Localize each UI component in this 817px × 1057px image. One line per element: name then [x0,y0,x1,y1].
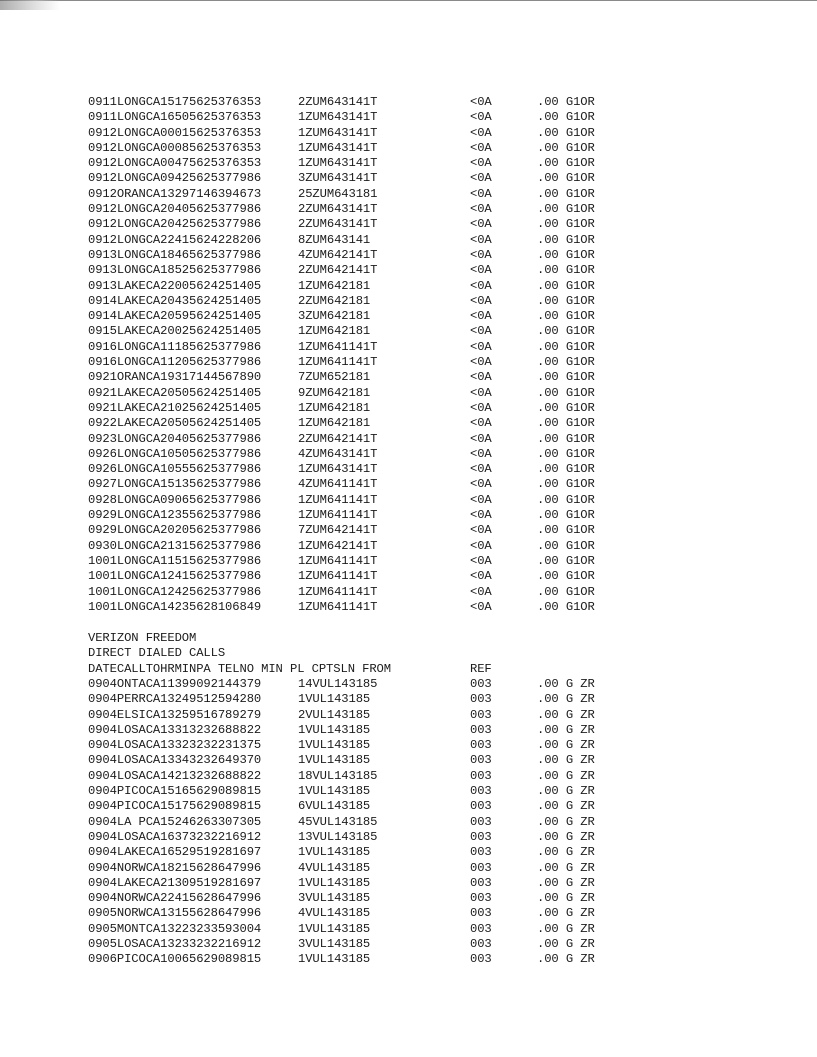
record-amount-cell: .00 G ZR [537,937,595,952]
record-code-cell: 1VUL143185 [298,753,371,768]
record-amount-cell: .00 G1OR [537,553,595,568]
record-code-cell: 2ZUM643141T [298,217,378,232]
record-id-cell: 0921LAKECA20505624251405 [88,385,262,400]
record-ref-cell: <0A [470,416,492,431]
record-row [88,845,788,860]
record-amount-cell: .00 G1OR [537,492,595,507]
record-code-cell: 1ZUM643141T [298,110,378,125]
record-id-cell: 0926LONGCA10555625377986 [88,462,262,477]
record-row [88,233,788,248]
record-code-cell: 14VUL143185 [298,676,378,691]
record-amount-cell: .00 G1OR [537,263,595,278]
record-id-cell: 0904PICOCA15175629089815 [88,799,262,814]
record-id-cell: 0912LONGCA09425625377986 [88,171,262,186]
record-row [88,830,788,845]
record-ref-cell: <0A [470,355,492,370]
record-ref-cell: <0A [470,446,492,461]
section-subtitle: DIRECT DIALED CALLS [88,646,226,661]
record-amount-cell: .00 G1OR [537,339,595,354]
record-row [88,401,788,416]
record-amount-cell: .00 G1OR [537,370,595,385]
record-amount-cell: .00 G1OR [537,95,595,109]
record-row [88,432,788,447]
record-amount-cell: .00 G1OR [537,110,595,125]
record-row [88,110,788,125]
record-amount-cell: .00 G1OR [537,431,595,446]
record-code-cell: 3VUL143185 [298,891,371,906]
record-amount-cell: .00 G ZR [537,906,595,921]
record-ref-cell: 003 [470,891,492,906]
record-code-cell: 1VUL143185 [298,722,371,737]
record-ref-cell: 003 [470,937,492,952]
record-amount-cell: .00 G1OR [537,538,595,553]
record-code-cell: 1ZUM641141T [298,492,378,507]
record-ref-cell: <0A [470,508,492,523]
record-ref-cell: 003 [470,875,492,890]
record-code-cell: 4ZUM642141T [298,247,378,262]
record-ref-cell: <0A [470,324,492,339]
record-id-cell: 0912LONGCA00475625376353 [88,156,262,171]
record-amount-cell: .00 G1OR [537,232,595,247]
record-id-cell: 1001LONGCA12425625377986 [88,584,262,599]
column-header-ref: REF [470,661,492,676]
record-id-cell: 1001LONGCA12415625377986 [88,569,262,584]
record-code-cell: 1VUL143185 [298,692,371,707]
record-ref-cell: 003 [470,768,492,783]
record-amount-cell: .00 G1OR [537,156,595,171]
record-id-cell: 0913LONGCA18525625377986 [88,263,262,278]
record-amount-cell: .00 G ZR [537,814,595,829]
record-row [88,585,788,600]
record-code-cell: 2ZUM642141T [298,263,378,278]
record-id-cell: 0912LONGCA22415624228206 [88,232,262,247]
record-ref-cell: <0A [470,110,492,125]
record-code-cell: 1ZUM643141T [298,125,378,140]
record-ref-cell: 003 [470,799,492,814]
record-amount-cell: .00 G ZR [537,738,595,753]
record-amount-cell: .00 G1OR [537,171,595,186]
record-row [88,738,788,753]
record-id-cell: 1001LONGCA11515625377986 [88,553,262,568]
record-row [88,126,788,141]
record-id-cell: 0904LOSACA13323232231375 [88,738,262,753]
record-code-cell: 18VUL143185 [298,768,378,783]
record-code-cell: 1ZUM642181 [298,278,371,293]
record-ref-cell: 003 [470,784,492,799]
record-id-cell: 0911LONGCA16505625376353 [88,110,262,125]
record-id-cell: 0912LONGCA20405625377986 [88,202,262,217]
record-code-cell: 2ZUM642141T [298,431,378,446]
record-code-cell: 3ZUM643141T [298,171,378,186]
record-amount-cell: .00 G1OR [537,293,595,308]
record-row [88,248,788,263]
record-ref-cell: 003 [470,906,492,921]
record-id-cell: 0904LAKECA21309519281697 [88,875,262,890]
record-code-cell: 1VUL143185 [298,921,371,936]
record-row [88,539,788,554]
record-amount-cell: .00 G1OR [537,385,595,400]
record-id-cell: 0904LOSACA13343232649370 [88,753,262,768]
record-id-cell: 0911LONGCA15175625376353 [88,95,262,109]
record-row [88,171,788,186]
record-ref-cell: <0A [470,247,492,262]
record-amount-cell: .00 G1OR [537,202,595,217]
record-amount-cell: .00 G ZR [537,722,595,737]
record-row [88,202,788,217]
record-amount-cell: .00 G1OR [537,569,595,584]
record-id-cell: 0912LONGCA00085625376353 [88,140,262,155]
record-id-cell: 0904PERRCA13249512594280 [88,692,262,707]
record-id-cell: 0904ONTACA11399092144379 [88,676,262,691]
record-ref-cell: <0A [470,523,492,538]
record-ref-cell: 003 [470,921,492,936]
record-code-cell: 1ZUM642181 [298,400,371,415]
record-id-cell: 0921LAKECA21025624251405 [88,400,262,415]
record-code-cell: 8ZUM643141 [298,232,371,247]
record-id-cell: 0929LONGCA12355625377986 [88,508,262,523]
record-amount-cell: .00 G ZR [537,891,595,906]
record-amount-cell: .00 G1OR [537,477,595,492]
record-row [88,370,788,385]
record-amount-cell: .00 G1OR [537,508,595,523]
record-amount-cell: .00 G1OR [537,584,595,599]
record-id-cell: 0904LOSACA13313232688822 [88,722,262,737]
record-ref-cell: 003 [470,753,492,768]
record-ref-cell: 003 [470,845,492,860]
record-code-cell: 6VUL143185 [298,799,371,814]
record-ref-cell: 003 [470,738,492,753]
record-ref-cell: <0A [470,431,492,446]
record-code-cell: 3VUL143185 [298,937,371,952]
record-code-cell: 3ZUM642181 [298,309,371,324]
record-row [88,937,788,952]
record-code-cell: 13VUL143185 [298,829,378,844]
record-code-cell: 25ZUM643181 [298,186,378,201]
record-ref-cell: <0A [470,186,492,201]
record-row [88,708,788,723]
record-row [88,784,788,799]
record-code-cell: 1VUL143185 [298,784,371,799]
record-code-cell: 1VUL143185 [298,845,371,860]
section-2-heading [88,631,788,677]
record-ref-cell: 003 [470,676,492,691]
record-ref-cell: <0A [470,217,492,232]
record-id-cell: 0904LAKECA16529519281697 [88,845,262,860]
record-row [88,692,788,707]
record-row [88,569,788,584]
record-row [88,386,788,401]
record-ref-cell: 003 [470,814,492,829]
record-ref-cell: <0A [470,584,492,599]
record-code-cell: 1ZUM641141T [298,553,378,568]
record-id-cell: 1001LONGCA14235628106849 [88,599,262,614]
record-row [88,906,788,921]
record-code-cell: 2VUL143185 [298,707,371,722]
record-id-cell: 0922LAKECA20505624251405 [88,416,262,431]
record-ref-cell: 003 [470,707,492,722]
record-row [88,600,788,615]
record-code-cell: 1ZUM641141T [298,569,378,584]
record-code-cell: 4ZUM643141T [298,446,378,461]
record-row [88,876,788,891]
record-id-cell: 0915LAKECA20025624251405 [88,324,262,339]
record-code-cell: 1ZUM642181 [298,416,371,431]
record-ref-cell: <0A [470,156,492,171]
record-amount-cell: .00 G1OR [537,355,595,370]
record-amount-cell: .00 G1OR [537,523,595,538]
record-code-cell: 7ZUM652181 [298,370,371,385]
record-code-cell: 45VUL143185 [298,814,378,829]
record-id-cell: 0914LAKECA20595624251405 [88,309,262,324]
record-id-cell: 0904NORWCA18215628647996 [88,860,262,875]
record-ref-cell: <0A [470,263,492,278]
record-id-cell: 0916LONGCA11185625377986 [88,339,262,354]
record-row [88,508,788,523]
record-amount-cell: .00 G ZR [537,753,595,768]
record-code-cell: 2ZUM642181 [298,293,371,308]
record-id-cell: 0927LONGCA15135625377986 [88,477,262,492]
record-ref-cell: <0A [470,569,492,584]
record-row [88,217,788,232]
record-ref-cell: 003 [470,722,492,737]
record-amount-cell: .00 G ZR [537,860,595,875]
record-code-cell: 1ZUM641141T [298,339,378,354]
record-row [88,279,788,294]
record-id-cell: 0904LOSACA16373232216912 [88,829,262,844]
section-title: VERIZON FREEDOM [88,631,197,646]
record-row [88,891,788,906]
record-id-cell: 0912LONGCA20425625377986 [88,217,262,232]
record-amount-cell: .00 G1OR [537,217,595,232]
column-header-text: DATECALLTOHRMINPA TELNO MIN PL CPTSLN FROM [88,661,391,676]
record-row [88,141,788,156]
record-row [88,952,788,967]
record-code-cell: 1ZUM643141T [298,156,378,171]
record-ref-cell: 003 [470,829,492,844]
record-code-cell: 1VUL143185 [298,738,371,753]
record-ref-cell: 003 [470,952,492,967]
record-amount-cell: .00 G ZR [537,768,595,783]
record-ref-cell: <0A [470,400,492,415]
record-code-cell: 2ZUM643141T [298,202,378,217]
record-row [88,447,788,462]
record-amount-cell: .00 G ZR [537,829,595,844]
record-id-cell: 0904PICOCA15165629089815 [88,784,262,799]
record-ref-cell: <0A [470,385,492,400]
record-code-cell: 9ZUM642181 [298,385,371,400]
record-id-cell: 0905MONTCA13223233593004 [88,921,262,936]
record-id-cell: 0923LONGCA20405625377986 [88,431,262,446]
record-amount-cell: .00 G ZR [537,692,595,707]
record-ref-cell: <0A [470,232,492,247]
record-ref-cell: <0A [470,599,492,614]
record-id-cell: 0905NORWCA13155628647996 [88,906,262,921]
record-id-cell: 0906PICOCA10065629089815 [88,952,262,967]
section-gap [88,615,788,631]
record-id-cell: 0913LAKECA22005624251405 [88,278,262,293]
record-row [88,95,788,110]
record-ref-cell: <0A [470,140,492,155]
record-code-cell: 1ZUM641141T [298,599,378,614]
record-amount-cell: .00 G1OR [537,186,595,201]
record-ref-cell: <0A [470,538,492,553]
record-ref-cell: <0A [470,202,492,217]
record-row [88,493,788,508]
record-id-cell: 0914LAKECA20435624251405 [88,293,262,308]
record-id-cell: 0905LOSACA13233232216912 [88,937,262,952]
record-code-cell: 1ZUM642141T [298,538,378,553]
column-header-row [88,662,788,677]
record-row [88,294,788,309]
record-amount-cell: .00 G ZR [537,799,595,814]
record-row [88,922,788,937]
record-row [88,156,788,171]
call-record-listing [88,95,788,968]
record-row [88,815,788,830]
record-code-cell: 1VUL143185 [298,875,371,890]
record-row [88,554,788,569]
record-row [88,462,788,477]
record-id-cell: 0929LONGCA20205625377986 [88,523,262,538]
record-amount-cell: .00 G ZR [537,707,595,722]
record-row [88,769,788,784]
record-amount-cell: .00 G1OR [537,446,595,461]
scan-edge-line [0,0,817,1]
record-ref-cell: <0A [470,171,492,186]
record-code-cell: 4VUL143185 [298,906,371,921]
record-row [88,340,788,355]
record-ref-cell: <0A [470,125,492,140]
record-id-cell: 0904LOSACA14213232688822 [88,768,262,783]
record-id-cell: 0904ELSICA13259516789279 [88,707,262,722]
record-code-cell: 1ZUM641141T [298,584,378,599]
record-id-cell: 0912LONGCA00015625376353 [88,125,262,140]
record-amount-cell: .00 G1OR [537,247,595,262]
record-amount-cell: .00 G1OR [537,400,595,415]
record-row [88,753,788,768]
record-amount-cell: .00 G ZR [537,676,595,691]
record-code-cell: 7ZUM642141T [298,523,378,538]
record-amount-cell: .00 G1OR [537,599,595,614]
record-ref-cell: <0A [470,293,492,308]
record-ref-cell: 003 [470,692,492,707]
record-amount-cell: .00 G ZR [537,784,595,799]
record-id-cell: 0904LA PCA15246263307305 [88,814,262,829]
record-id-cell: 0916LONGCA11205625377986 [88,355,262,370]
record-ref-cell: 003 [470,860,492,875]
record-ref-cell: <0A [470,477,492,492]
record-amount-cell: .00 G ZR [537,845,595,860]
record-code-cell: 1ZUM643141T [298,462,378,477]
record-code-cell: 1ZUM641141T [298,355,378,370]
record-ref-cell: <0A [470,95,492,109]
record-row [88,523,788,538]
record-code-cell: 4VUL143185 [298,860,371,875]
record-id-cell: 0926LONGCA10505625377986 [88,446,262,461]
record-row [88,861,788,876]
record-amount-cell: .00 G1OR [537,416,595,431]
record-id-cell: 0928LONGCA09065625377986 [88,492,262,507]
record-row [88,263,788,278]
record-row [88,309,788,324]
record-code-cell: 2ZUM643141T [298,95,378,109]
record-amount-cell: .00 G1OR [537,462,595,477]
record-ref-cell: <0A [470,462,492,477]
record-amount-cell: .00 G1OR [537,278,595,293]
record-id-cell: 0904NORWCA22415628647996 [88,891,262,906]
record-amount-cell: .00 G ZR [537,875,595,890]
record-id-cell: 0921ORANCA19317144567890 [88,370,262,385]
record-amount-cell: .00 G1OR [537,309,595,324]
record-ref-cell: <0A [470,553,492,568]
record-code-cell: 1VUL143185 [298,952,371,967]
record-code-cell: 1ZUM641141T [298,508,378,523]
record-id-cell: 0913LONGCA18465625377986 [88,247,262,262]
record-ref-cell: <0A [470,339,492,354]
record-amount-cell: .00 G ZR [537,921,595,936]
record-row [88,799,788,814]
record-amount-cell: .00 G1OR [537,140,595,155]
record-ref-cell: <0A [470,309,492,324]
section-1-records [88,95,788,615]
record-ref-cell: <0A [470,278,492,293]
section-2-records [88,677,788,968]
record-row [88,677,788,692]
record-code-cell: 1ZUM642181 [298,324,371,339]
record-row [88,416,788,431]
record-row [88,355,788,370]
record-id-cell: 0930LONGCA21315625377986 [88,538,262,553]
record-code-cell: 1ZUM643141T [298,140,378,155]
record-ref-cell: <0A [470,492,492,507]
record-code-cell: 4ZUM641141T [298,477,378,492]
record-amount-cell: .00 G ZR [537,952,595,967]
record-amount-cell: .00 G1OR [537,125,595,140]
scan-corner-smudge [0,0,60,10]
record-row [88,723,788,738]
record-amount-cell: .00 G1OR [537,324,595,339]
record-row [88,477,788,492]
record-ref-cell: <0A [470,370,492,385]
record-row [88,187,788,202]
record-row [88,324,788,339]
record-id-cell: 0912ORANCA13297146394673 [88,186,262,201]
